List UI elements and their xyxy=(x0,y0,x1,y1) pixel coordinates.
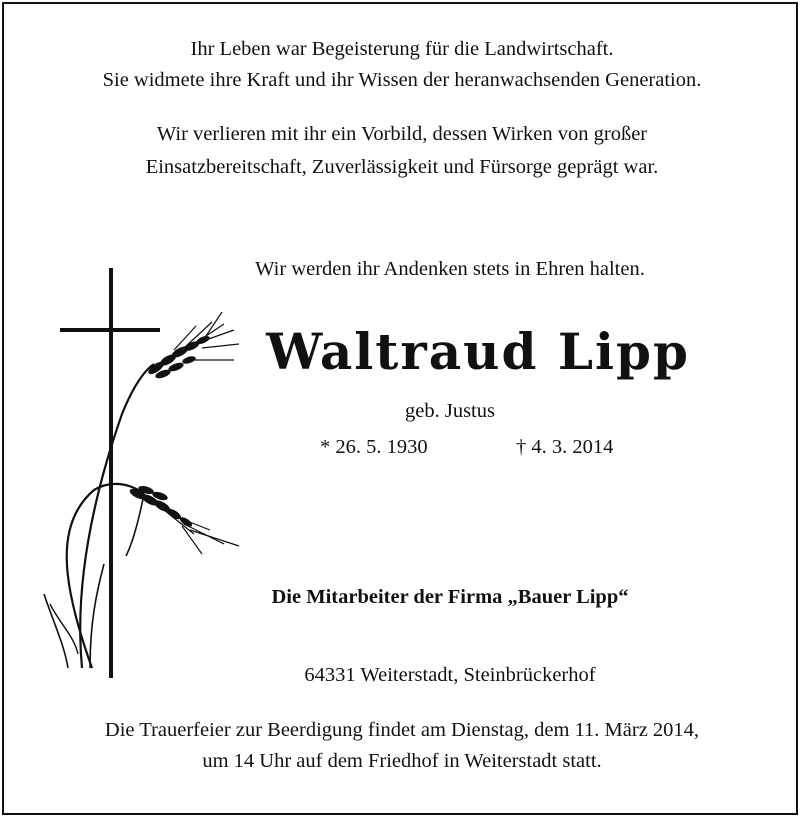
tribute-line-1: Wir verlieren mit ihr ein Vorbild, dessen Wirken von großer xyxy=(156,123,648,145)
intro-line-2: Sie widmete ihre Kraft und ihr Wissen der heranwachsenden Generation. xyxy=(102,69,702,91)
funeral-line-2: um 14 Uhr auf dem Friedhof in Weiterstadt statt. xyxy=(202,750,602,772)
intro-line-1: Ihr Leben war Begeisterung für die Landwirtschaft. xyxy=(190,38,614,60)
cross-with-wheat-icon xyxy=(34,264,244,684)
maiden-name: geb. Justus xyxy=(405,400,495,422)
obituary-notice xyxy=(2,2,798,815)
birth-date: * 26. 5. 1930 xyxy=(320,436,428,458)
remembrance-line: Wir werden ihr Andenken stets in Ehren halten. xyxy=(255,258,645,280)
tribute-line-2: Einsatzbereitschaft, Zuverlässigkeit und Fürsorge geprägt war. xyxy=(145,156,659,178)
location: 64331 Weiterstadt, Steinbrückerhof xyxy=(304,664,596,686)
deceased-name: Waltraud Lipp xyxy=(266,322,690,381)
death-date: † 4. 3. 2014 xyxy=(516,436,614,458)
signers: Die Mitarbeiter der Firma „Bauer Lipp“ xyxy=(271,586,629,608)
funeral-line-1: Die Trauerfeier zur Beerdigung findet am Dienstag, dem 11. März 2014, xyxy=(104,719,700,741)
